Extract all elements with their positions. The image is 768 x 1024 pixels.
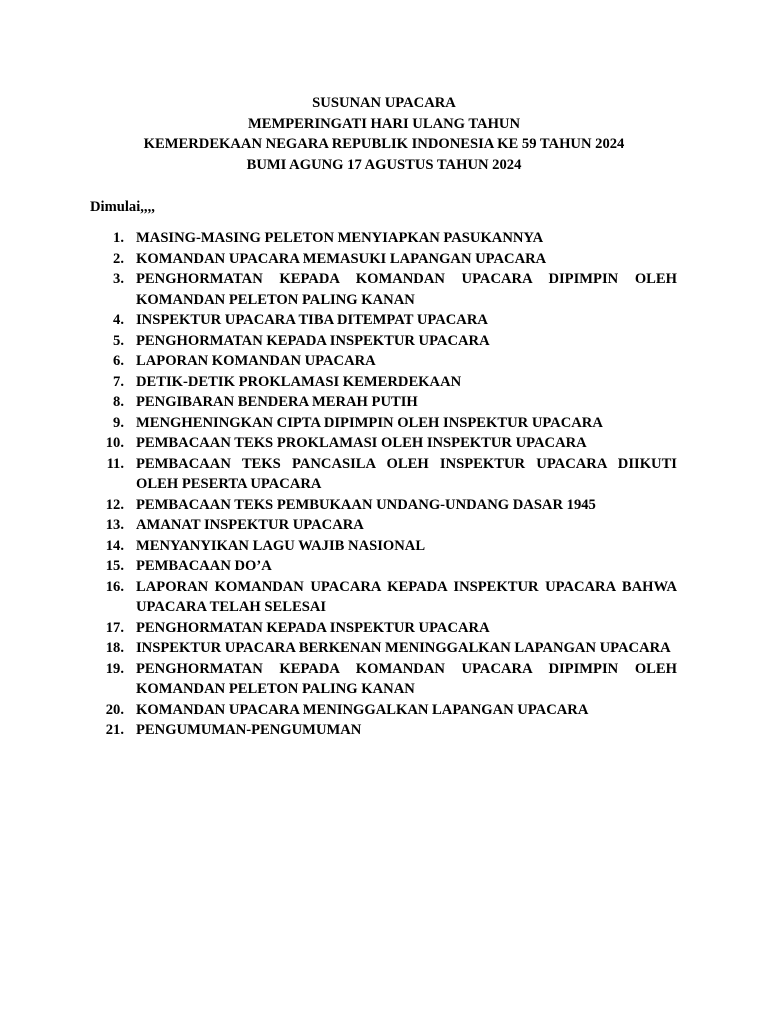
list-item	[90, 659, 677, 700]
list-item-number: 3.	[113, 271, 124, 287]
list-item-number: 16.	[105, 578, 124, 595]
list-item-number: 20.	[105, 701, 124, 718]
list-item-text: KOMANDAN UPACARA MEMASUKI LAPANGAN UPACARA	[136, 250, 547, 267]
list-item-number: 8.	[113, 394, 124, 410]
list-item	[90, 392, 677, 413]
list-item-text: PENGHORMATAN KEPADA KOMANDAN UPACARA DIPIMPIN OLEH KOMANDAN PELETON PALING KANAN	[136, 271, 677, 308]
list-item-text: PEMBACAAN TEKS PANCASILA OLEH INSPEKTUR UPACARA DIIKUTI OLEH PESERTA UPACARA	[136, 455, 677, 492]
intro-text: Dimulai,,,,	[90, 199, 155, 215]
list-item-number: 14.	[105, 537, 124, 554]
list-item-text: PENGHORMATAN KEPADA INSPEKTUR UPACARA	[136, 619, 490, 636]
list-item-number: 13.	[105, 517, 124, 533]
list-item-text: INSPEKTUR UPACARA TIBA DITEMPAT UPACARA	[136, 312, 488, 328]
list-item-text: MENYANYIKAN LAGU WAJIB NASIONAL	[136, 537, 426, 554]
list-item-text: PENGIBARAN BENDERA MERAH PUTIH	[136, 394, 418, 410]
list-item-text: PENGHORMATAN KEPADA INSPEKTUR UPACARA	[136, 332, 490, 349]
list-item-text: LAPORAN KOMANDAN UPACARA KEPADA INSPEKTUR UPACARA BAHWA UPACARA TELAH SELESAI	[136, 578, 677, 615]
list-item-number: 21.	[105, 722, 124, 738]
title-line: BUMI AGUNG 17 AGUSTUS TAHUN 2024	[246, 156, 522, 173]
list-item-number: 9.	[113, 414, 124, 431]
list-item	[90, 228, 677, 249]
list-item	[90, 269, 677, 310]
list-item-number: 6.	[113, 353, 124, 369]
list-item-number: 19.	[105, 660, 124, 677]
list-item-text: DETIK-DETIK PROKLAMASI KEMERDEKAAN	[136, 373, 462, 390]
list-item	[90, 249, 677, 270]
list-item-number: 2.	[113, 250, 124, 267]
list-item	[90, 331, 677, 352]
list-item	[90, 495, 677, 516]
agenda-list	[90, 228, 677, 741]
list-item-text: LAPORAN KOMANDAN UPACARA	[136, 353, 376, 369]
title-line: MEMPERINGATI HARI ULANG TAHUN	[247, 115, 521, 132]
list-item	[90, 577, 677, 618]
list-item-text: KOMANDAN UPACARA MENINGGALKAN LAPANGAN UPACARA	[136, 701, 589, 718]
document-title	[0, 93, 768, 175]
list-item	[90, 700, 677, 721]
list-item	[90, 638, 677, 659]
list-item-number: 11.	[106, 455, 124, 472]
list-item-text: AMANAT INSPEKTUR UPACARA	[136, 517, 364, 533]
list-item-text: INSPEKTUR UPACARA BERKENAN MENINGGALKAN LAPANGAN UPACARA	[136, 640, 671, 656]
title-line: KEMERDEKAAN NEGARA REPUBLIK INDONESIA KE 59 TAHUN 2024	[143, 136, 625, 152]
list-item-text: MASING-MASING PELETON MENYIAPKAN PASUKANNYA	[136, 230, 544, 246]
list-item	[90, 433, 677, 454]
list-item-number: 7.	[113, 373, 124, 390]
list-item	[90, 720, 677, 741]
list-item	[90, 556, 677, 577]
list-item-text: PEMBACAAN TEKS PROKLAMASI OLEH INSPEKTUR UPACARA	[136, 435, 587, 451]
list-item-number: 18.	[105, 640, 124, 656]
list-item-number: 5.	[113, 332, 124, 349]
list-item-number: 15.	[105, 558, 124, 574]
list-item-text: MENGHENINGKAN CIPTA DIPIMPIN OLEH INSPEKTUR UPACARA	[136, 414, 603, 431]
list-item	[90, 372, 677, 393]
list-item-text: PEMBACAAN TEKS PEMBUKAAN UNDANG-UNDANG DASAR 1945	[136, 496, 596, 513]
list-item-number: 12.	[105, 496, 124, 513]
list-item-text: PEMBACAAN DO’A	[136, 558, 272, 574]
list-item-number: 17.	[105, 619, 124, 636]
list-item	[90, 454, 677, 495]
list-item-number: 4.	[113, 312, 124, 328]
list-item	[90, 536, 677, 557]
list-item	[90, 413, 677, 434]
list-item-number: 1.	[113, 230, 124, 246]
list-item-number: 10.	[105, 435, 124, 451]
list-item	[90, 618, 677, 639]
list-item	[90, 310, 677, 331]
list-item	[90, 351, 677, 372]
list-item-text: PENGUMUMAN-PENGUMUMAN	[136, 722, 362, 738]
list-item	[90, 515, 677, 536]
title-line: SUSUNAN UPACARA	[312, 95, 456, 111]
list-item-text: PENGHORMATAN KEPADA KOMANDAN UPACARA DIPIMPIN OLEH KOMANDAN PELETON PALING KANAN	[136, 660, 677, 697]
